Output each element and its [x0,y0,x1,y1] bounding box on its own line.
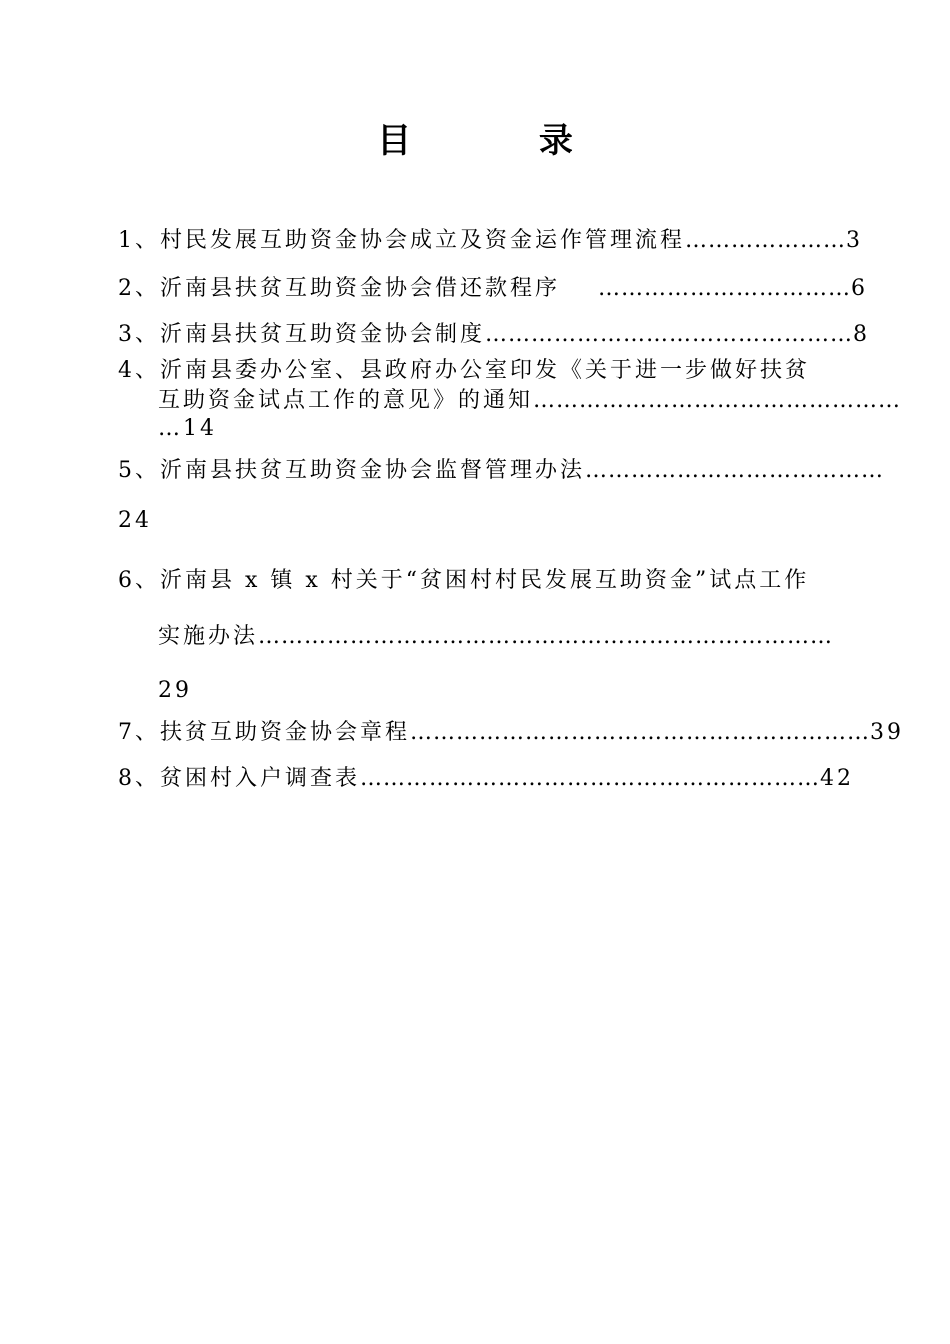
toc-leader-dots: ………………………………………… [533,388,902,413]
toc-page-number: 29 [158,678,192,703]
toc-page-number: 8 [853,322,871,347]
toc-page-number: 3 [846,228,864,253]
toc-entry-text: 扶贫互助资金协会章程 [160,720,411,745]
toc-entry-4-cont[interactable] [158,386,901,416]
toc-entry-number: 6、 [118,568,160,593]
toc-entry-text-line2: 互助资金试点工作的意见》的通知 [158,388,534,413]
toc-page-number: 24 [118,508,152,533]
toc-entry-2[interactable] [118,274,868,304]
toc-entry-text-line1: 沂南县 x 镇 x 村关于“贫困村村民发展互助资金”试点工作 [160,568,810,593]
toc-entry-number: 4、 [118,358,160,383]
toc-entry-text: 贫困村入户调查表 [160,766,361,791]
toc-entry-text: 沂南县扶贫互助资金协会制度 [160,322,486,347]
toc-entry-number: 8、 [118,766,160,791]
toc-leader-dots: ………………………………………… [485,322,854,347]
toc-leader-dots: ………………………………… [585,458,885,483]
toc-leader-dots: …………………………………………………… [360,766,821,791]
toc-entry-6-cont[interactable] [158,622,833,652]
toc-entry-text-line2: 实施办法 [158,624,259,649]
toc-leader-dots: …………………………… [598,276,852,301]
page-title: 目 录 [377,121,631,161]
toc-entry-3[interactable] [118,320,870,350]
toc-page-number: 39 [870,720,905,745]
toc-page-number: …14 [158,416,217,441]
toc-entry-number: 2、 [118,276,160,301]
toc-entry-text: 沂南县扶贫互助资金协会借还款程序 [160,276,561,301]
toc-entry-number: 1、 [118,228,160,253]
toc-entry-8[interactable] [118,764,854,794]
toc-entry-number: 5、 [118,458,160,483]
toc-entry-1[interactable] [118,226,863,256]
toc-entry-number: 3、 [118,322,160,347]
toc-entry-text: 沂南县扶贫互助资金协会监督管理办法 [160,458,586,483]
toc-entry-number: 7、 [118,720,160,745]
toc-entry-7[interactable] [118,718,904,748]
toc-entry-6[interactable] [118,566,809,596]
toc-entry-4-page[interactable] [158,414,217,444]
toc-leader-dots: ………………… [685,228,847,253]
toc-entry-6-page[interactable] [158,676,192,706]
toc-page-number: 42 [820,766,855,791]
toc-leader-dots: ………………………………………………………………… [258,624,834,649]
toc-leader-dots: …………………………………………………… [410,720,871,745]
toc-entry-5[interactable] [118,456,884,486]
toc-page-number: 6 [851,276,869,301]
toc-entry-5-page[interactable] [118,506,152,536]
toc-entry-text: 村民发展互助资金协会成立及资金运作管理流程 [160,228,686,253]
toc-entry-text-line1: 沂南县委办公室、县政府办公室印发《关于进一步做好扶贫 [160,358,811,383]
toc-entry-4[interactable] [118,356,810,386]
